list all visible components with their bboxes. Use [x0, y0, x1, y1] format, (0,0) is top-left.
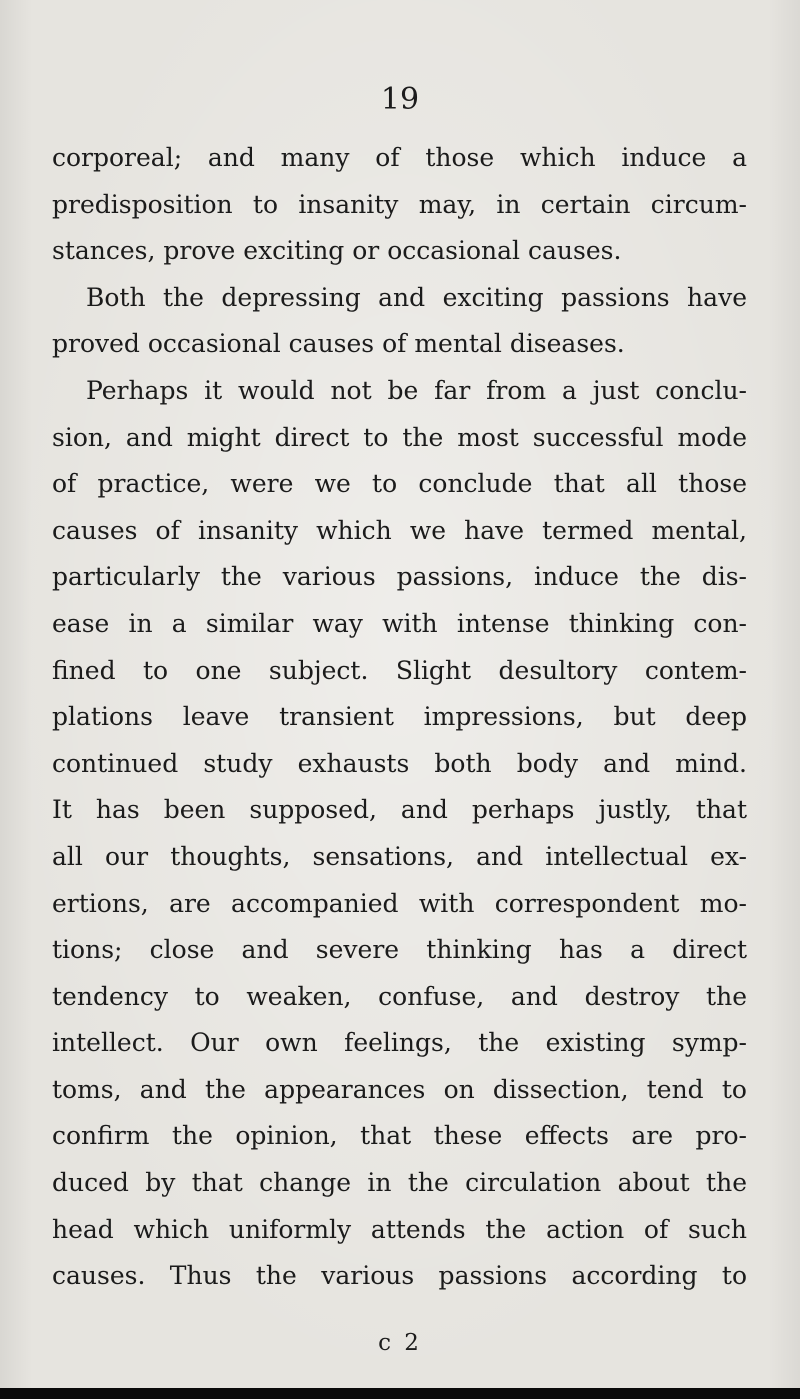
text-line: corporeal; and many of those which induce a [52, 143, 747, 172]
text-line: continued study exhausts both body and mind. [52, 748, 747, 778]
text-line: tendency to weaken, confuse, and destroy the [52, 981, 747, 1011]
text-line: stances, prove exciting or occasional causes. [52, 236, 622, 266]
text-line: causes of insanity which we have termed mental, [52, 515, 747, 545]
text-line: duced by that change in the circulation about the [52, 1168, 747, 1198]
text-line: of practice, were we to conclude that all those [52, 469, 747, 499]
text-line: Perhaps it would not be far from a just conclu- [86, 375, 747, 405]
text-line: causes. Thus the various passions according to [52, 1261, 747, 1291]
text-line: tions; close and severe thinking has a direct [52, 935, 747, 965]
page-number: 19 [380, 82, 420, 117]
text-line: proved occasional causes of mental diseases. [52, 329, 625, 359]
text-line: predisposition to insanity may, in certain circum- [52, 189, 747, 219]
text-line: confirm the opinion, that these effects are pro- [52, 1121, 747, 1151]
text-line: all our thoughts, sensations, and intellectual ex- [52, 841, 747, 871]
text-line: Both the depressing and exciting passions have [86, 282, 747, 312]
text-line: fined to one subject. Slight desultory contem- [52, 655, 747, 685]
signature-mark: c 2 [378, 1330, 422, 1356]
text-line: ertions, are accompanied with correspondent mo- [52, 888, 747, 918]
text-line: toms, and the appearances on dissection, tend to [52, 1074, 747, 1104]
text-line: head which uniformly attends the action of such [52, 1214, 747, 1244]
text-line: It has been supposed, and perhaps justly, that [52, 795, 747, 825]
text-line: plations leave transient impressions, but deep [52, 702, 747, 732]
body-text [52, 135, 747, 1300]
text-line: particularly the various passions, induce the dis- [52, 562, 747, 592]
text-line: ease in a similar way with intense thinking con- [52, 608, 747, 638]
text-line: sion, and might direct to the most successful mode [52, 422, 747, 452]
text-line: intellect. Our own feelings, the existing symp- [52, 1028, 747, 1058]
scan-border [0, 1388, 800, 1399]
